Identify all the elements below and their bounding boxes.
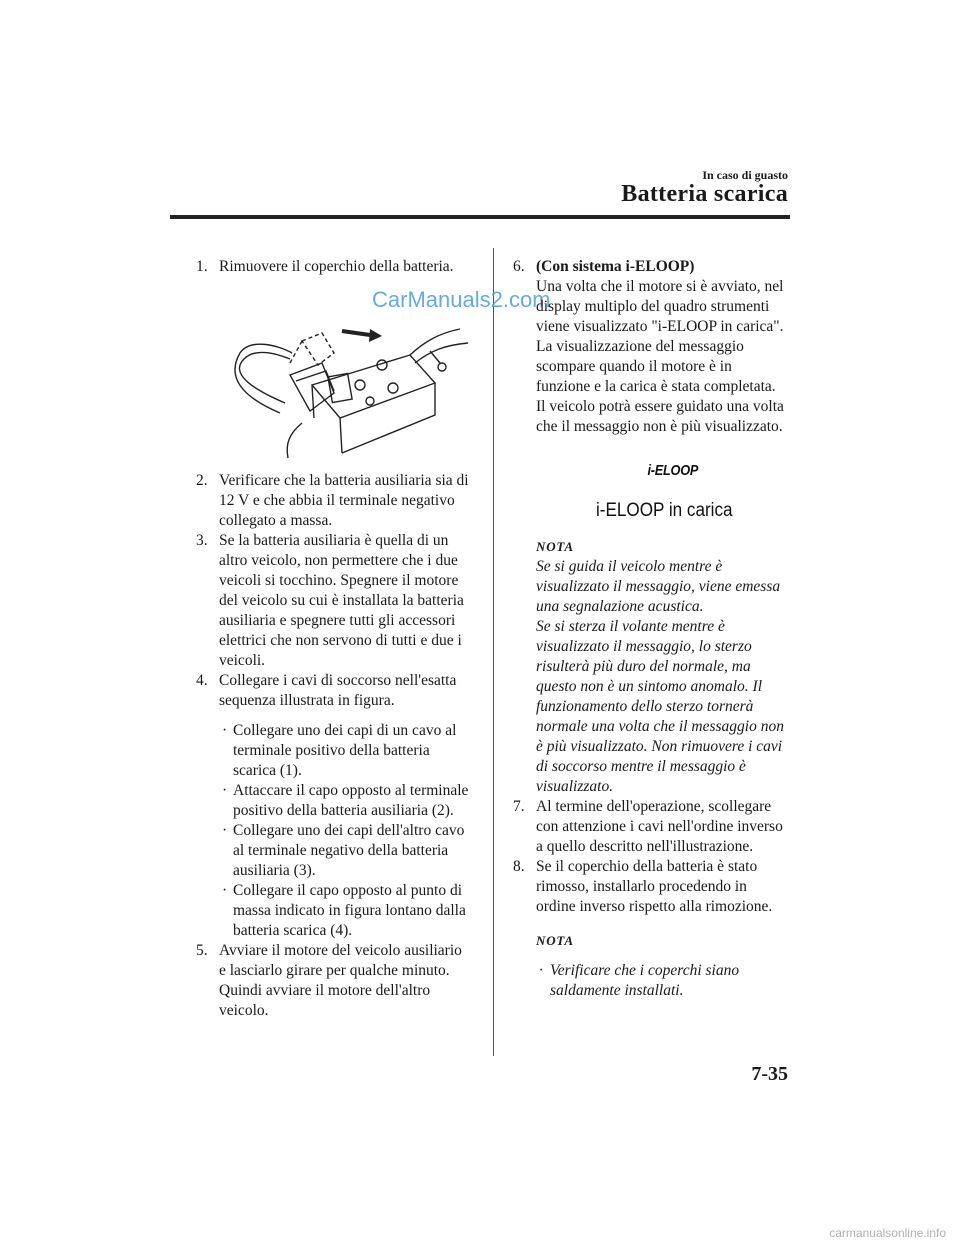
step-text: Se il coperchio della batteria è stato rimosso, installarlo procedendo in ordine inverso rispetto alla rimozione. [536,858,773,915]
bullet-list [196,721,472,941]
left-steps [196,471,472,1021]
nota-label: NOTA [536,539,574,554]
nota-label: NOTA [536,933,574,948]
list-item: · Collegare uno dei capi dell'altro cavo al terminale negativo della batteria ausiliaria (3). [222,822,465,879]
nota-2 [513,931,789,1001]
step-2 [196,471,472,531]
page-number: 7-35 [751,1063,788,1085]
step-5 [196,941,472,1021]
step-7 [513,797,789,857]
step-number: 5. [196,942,208,959]
step-number: 6. [513,258,525,275]
nota-text: Se si guida il veicolo mentre è visualizzato il messaggio, viene emessa una segnalazione acustica. [536,558,781,615]
step-6 [513,257,789,437]
list-item: · Verificare che i coperchi siano saldamente installati. [539,962,740,999]
column-divider [493,248,494,1056]
step-number: 2. [196,472,208,489]
step-number: 3. [196,532,208,549]
list-item: · Attaccare il capo opposto al terminale positivo della batteria ausiliaria (2). [222,782,469,819]
footer-site: carmanualsonline.info [829,1226,946,1240]
step-text: Avviare il motore del veicolo ausiliario e lasciarlo girare per qualche minuto. Quindi avviare il motore dell'altro veicolo. [219,942,462,1019]
step-number: 8. [513,858,525,875]
nota-text: Se si sterza il volante mentre è visualizzato il messaggio, lo sterzo risulterà più duro del normale, ma questo non è un sintomo anomalo. Il funzionamento dello sterzo tornerà normale una volta che il messaggio non è più visualizzato. Non rimuovere i cavi di soccorso mentre il messaggio è visualizzato. [536,618,784,795]
section-label: In caso di guasto [702,168,788,182]
step-heading: (Con sistema i-ELOOP) [536,258,695,275]
bullet-text: Collegare uno dei capi dell'altro cavo al terminale negativo della batteria ausiliaria (3). [233,822,465,879]
bullet-text: Collegare il capo opposto al punto di massa indicato in figura lontano dalla batteria scarica (4). [233,882,466,939]
step-number: 1. [196,258,208,275]
step-number: 7. [513,798,525,815]
step-text: Al termine dell'operazione, scollegare con attenzione i cavi nell'ordine inverso a quello descritto nell'illustrazione. [536,798,783,855]
bullet-text: Verificare che i coperchi siano saldamente installati. [550,962,740,999]
i-eloop-logo: i-ELOOP [647,462,699,479]
step-3 [196,531,472,671]
i-eloop-message: i-ELOOP in carica [596,500,733,521]
watermark: CarManuals2.com [372,287,551,312]
step-8 [513,857,789,917]
step-number: 4. [196,672,208,689]
step-text: Collegare i cavi di soccorso nell'esatta sequenza illustrata in figura. [219,672,457,709]
step-4 [196,671,472,711]
header-rule [170,215,790,219]
right-lower [513,537,789,1001]
list-item: · Collegare uno dei capi di un cavo al terminale positivo della batteria scarica (1). [222,722,457,779]
step-text: Una volta che il motore si è avviato, nel display multiplo del quadro strumenti viene visualizzato "i-ELOOP in carica". La visualizzazione del messaggio scompare quando il motore è in funzione e la carica è stata completata. Il veicolo potrà essere guidato una volta che il messaggio non è più visualizzato. [536,278,784,435]
list-item: · Collegare il capo opposto al punto di massa indicato in figura lontano dalla batteria scarica (4). [222,882,466,939]
page-title: Batteria scarica [621,181,788,207]
bullet-text: Attaccare il capo opposto al terminale positivo della batteria ausiliaria (2). [233,782,469,819]
battery-cover-illustration [230,293,470,463]
step-text: Rimuovere il coperchio della batteria. [219,258,454,275]
step-1 [196,257,472,277]
nota-1 [513,537,789,797]
step-text: Se la batteria ausiliaria è quella di un altro veicolo, non permettere che i due veicoli si tocchino. Spegnere il motore del veicolo su cui è installata la batteria ausiliaria e spegnere tutti gli accessori elettrici che non servono di tutti e due i veicoli. [219,532,464,669]
step-text: Verificare che la batteria ausiliaria sia di 12 V e che abbia il terminale negativo collegato a massa. [219,472,469,529]
bullet-text: Collegare uno dei capi di un cavo al terminale positivo della batteria scarica (1). [233,722,457,779]
